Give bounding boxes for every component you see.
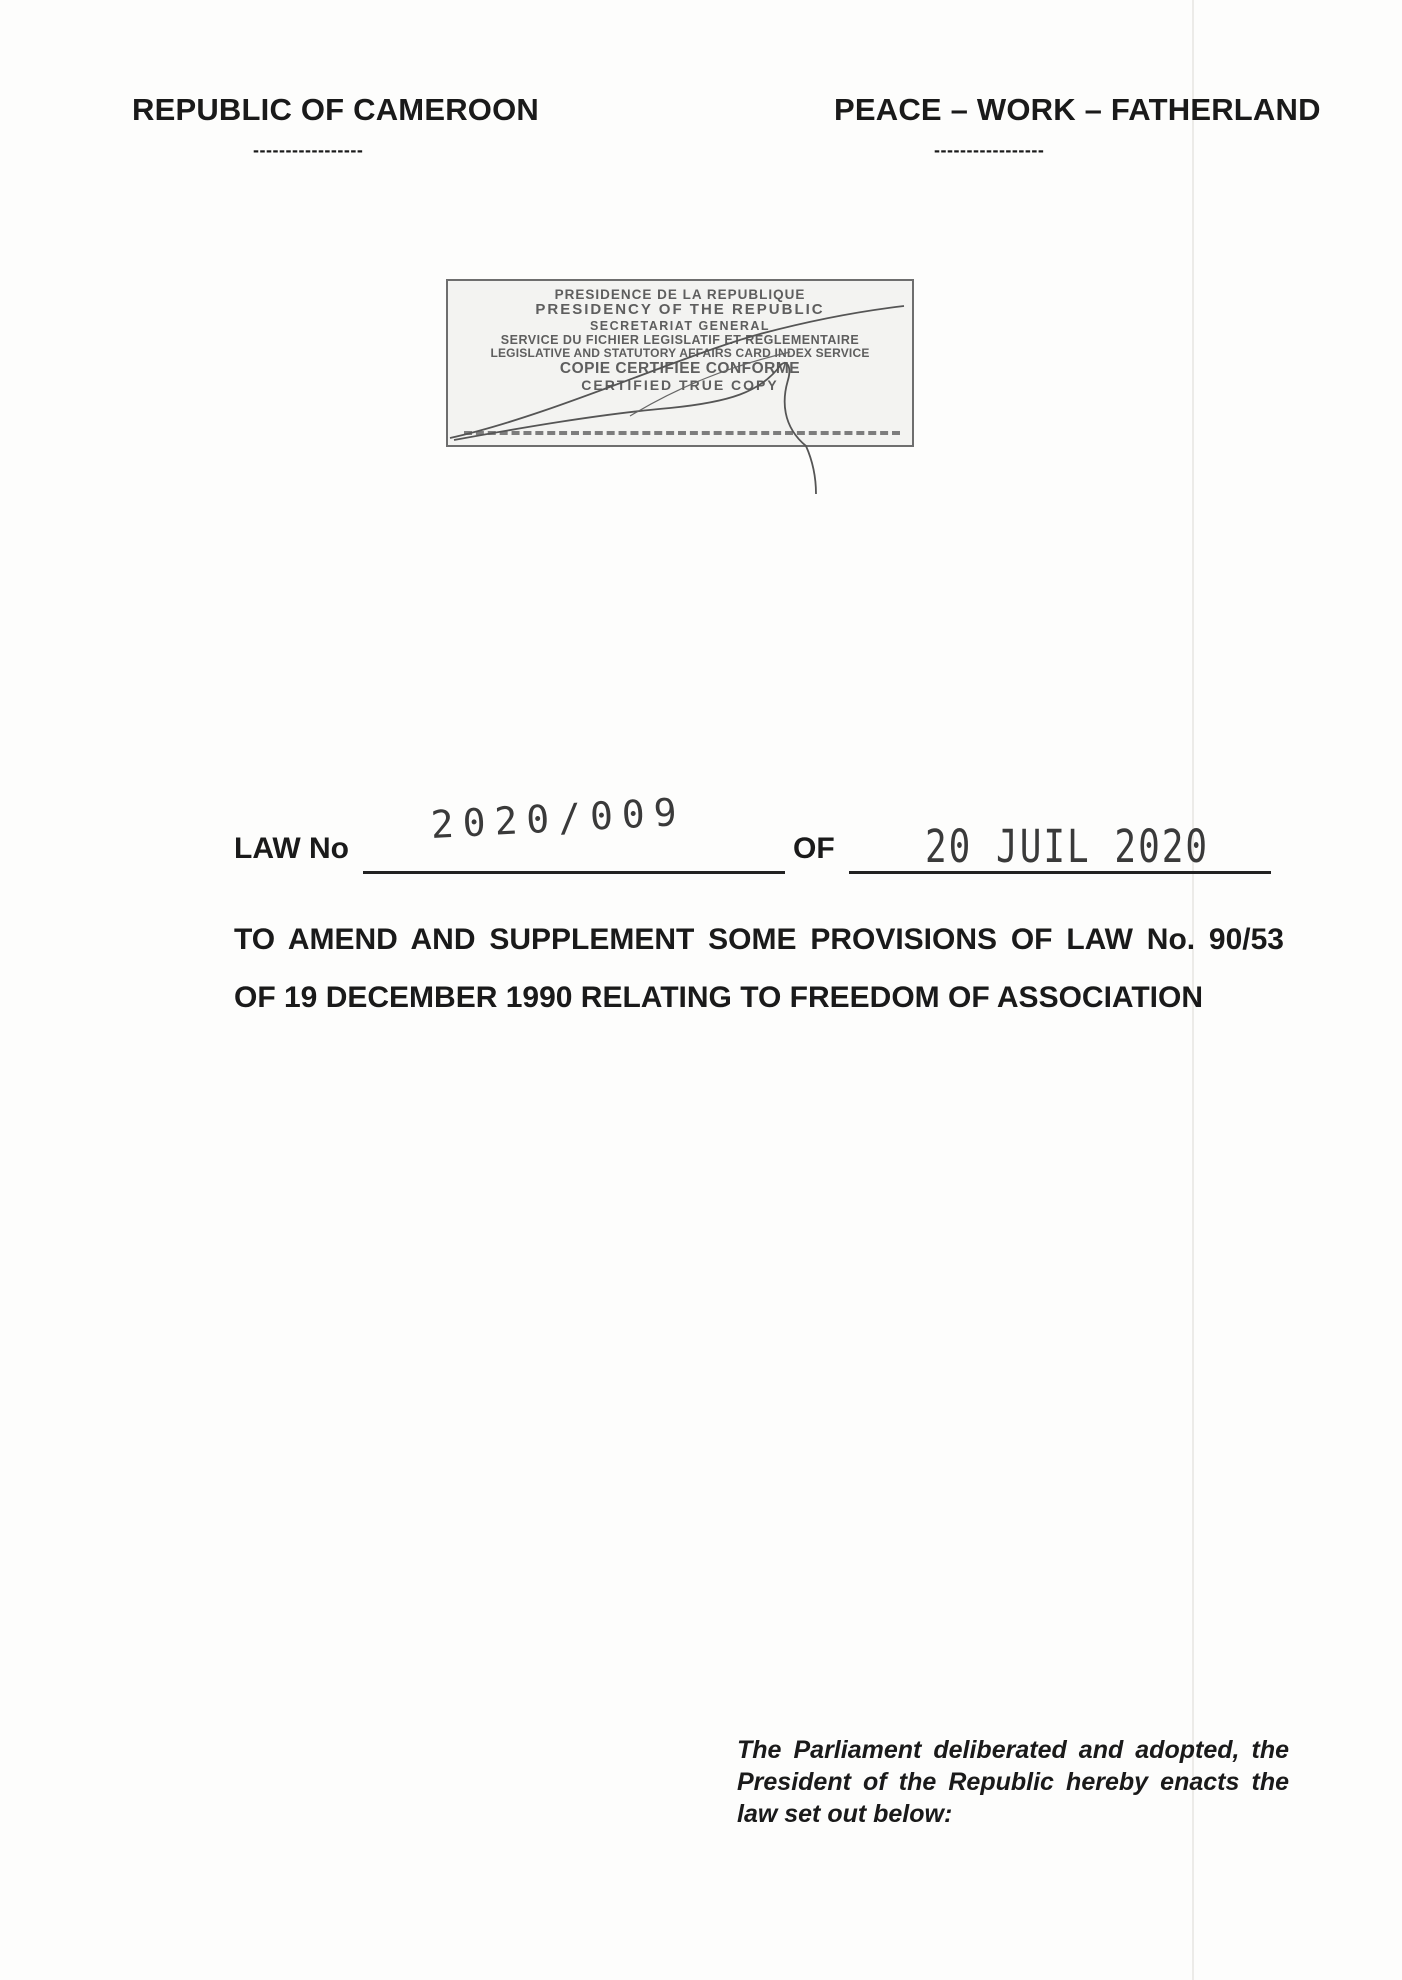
stamp-line-service-fr: SERVICE DU FICHIER LEGISLATIF ET REGLEMENTAIRE (500, 332, 860, 347)
stamp-line-secretariat: SECRETARIAT GENERAL (589, 318, 771, 333)
stamp-line-certified-copy: CERTIFIED TRUE COPY (581, 376, 779, 393)
stamp-line-service-en: LEGISLATIVE AND STATUTORY AFFAIRS CARD INDEX SERVICE (490, 345, 870, 360)
header-left-separator: ----------------- (253, 140, 364, 160)
stamp-line-presidence: PRESIDENCE DE LA REPUBLIQUE (554, 287, 806, 302)
stamp-line-presidency: PRESIDENCY OF THE REPUBLIC (535, 301, 825, 319)
law-date-stamped: 20 JUIL 2020 (925, 822, 1210, 874)
law-number-handwritten: 2020/009 (429, 789, 687, 847)
handwritten-signature (430, 296, 910, 496)
header-country-name: REPUBLIC OF CAMEROON (132, 92, 539, 127)
law-date-label: OF (793, 832, 835, 865)
stamp-line-copie-conforme: COPIE CERTIFIEE CONFORME (559, 360, 801, 378)
enactment-clause: The Parliament deliberated and adopted, the President of the Republic hereby enacts the law set out below: (737, 1736, 1289, 1828)
header-right-separator: ----------------- (934, 140, 1045, 160)
law-number-label: LAW No (234, 832, 349, 865)
law-title: TO AMEND AND SUPPLEMENT SOME PROVISIONS OF LAW No. 90/53 OF 19 DECEMBER 1990 RELATING TO FREEDOM OF ASSOCIATION (234, 923, 1284, 1014)
law-number-underline (363, 871, 785, 874)
header-motto: PEACE – WORK – FATHERLAND (834, 92, 1321, 127)
